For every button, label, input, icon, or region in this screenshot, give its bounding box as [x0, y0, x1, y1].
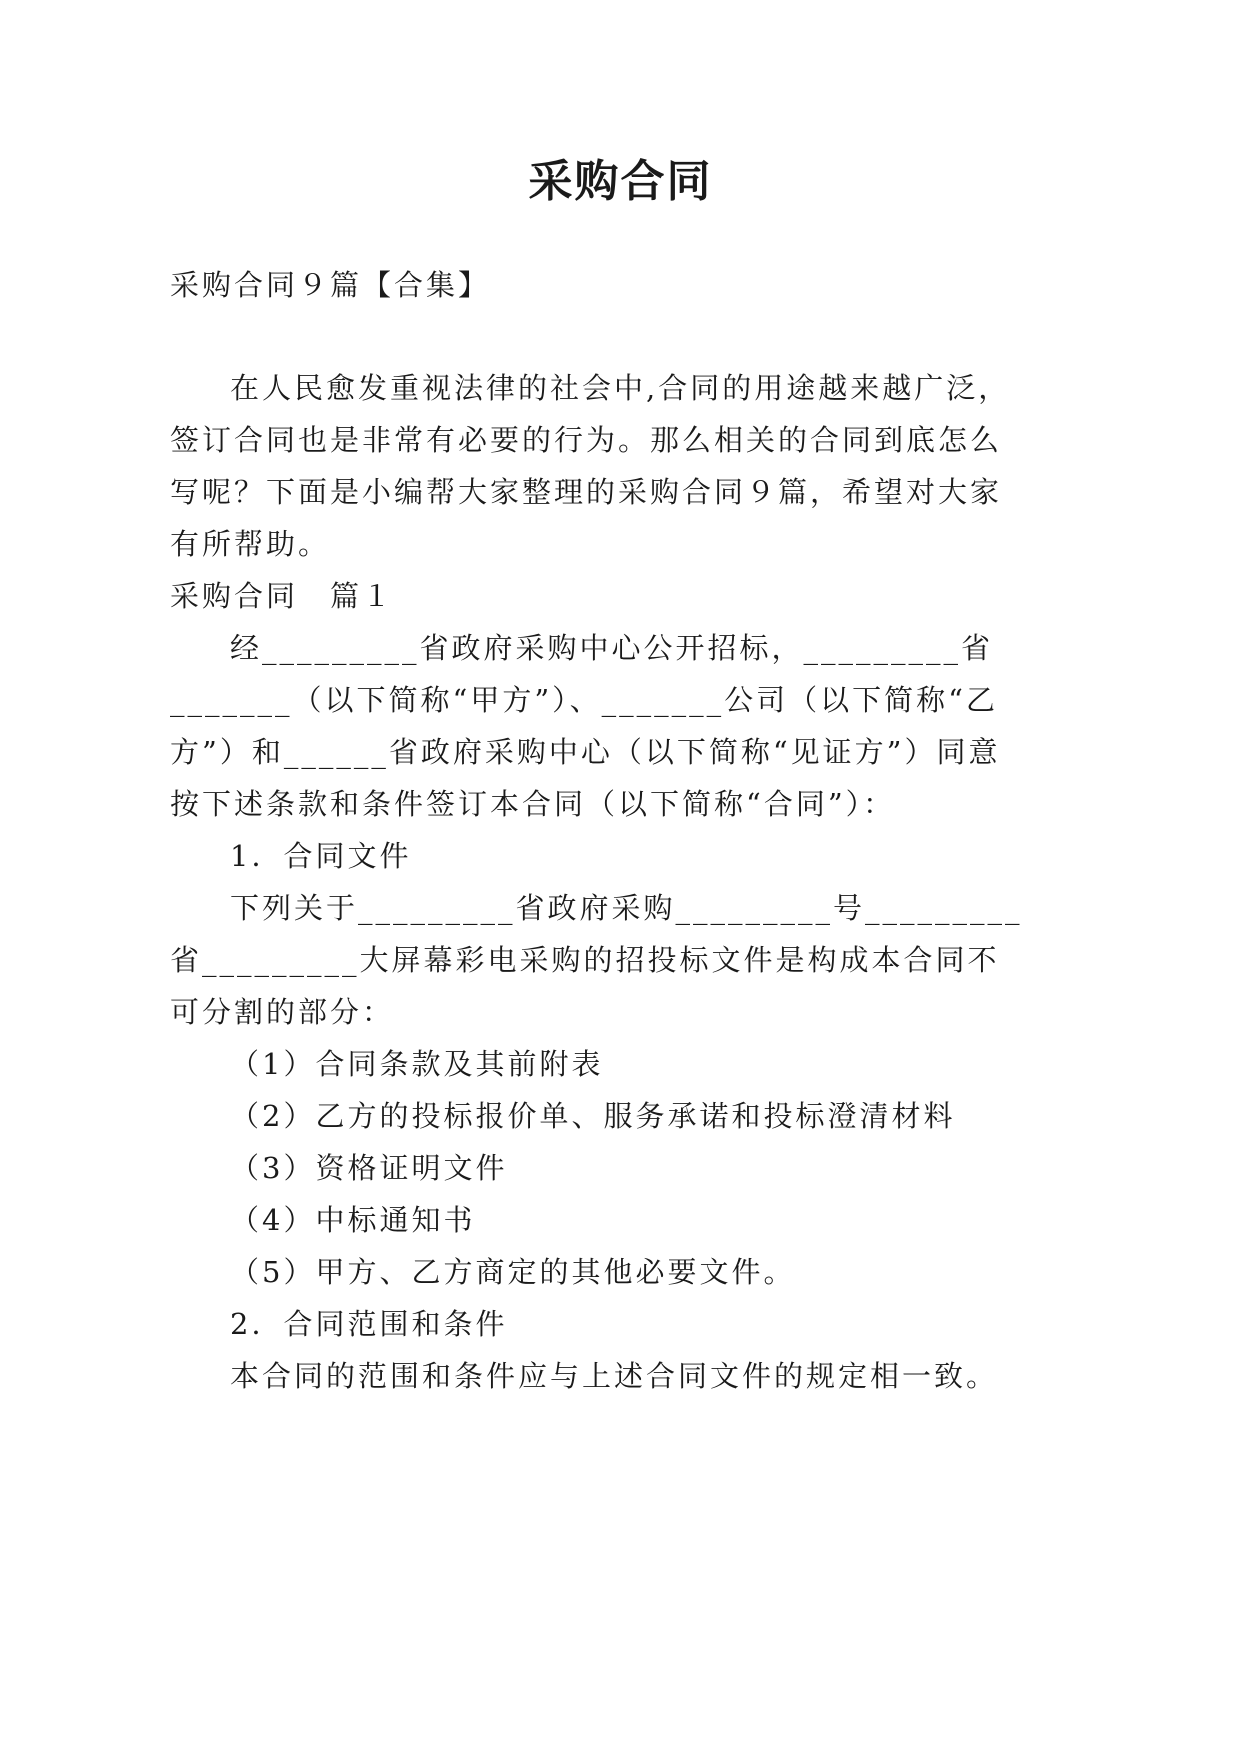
list-item: （1）合同条款及其前附表	[230, 1047, 604, 1081]
document-subtitle: 采购合同９篇【合集】	[170, 268, 491, 302]
paragraph-line: 省_________大屏幕彩电采购的招投标文件是构成本合同不	[170, 943, 1000, 977]
list-item: （5）甲方、乙方商定的其他必要文件。	[230, 1255, 796, 1289]
intro-line: 写呢？下面是小编帮大家整理的采购合同９篇，希望对大家	[170, 475, 1003, 509]
intro-line: 在人民愈发重视法律的社会中,合同的用途越来越广泛，	[230, 371, 1011, 405]
paragraph-line: 下列关于_________省政府采购_________号_________	[230, 891, 1023, 925]
clause-text: 本合同的范围和条件应与上述合同文件的规定相一致。	[230, 1359, 999, 1393]
section-heading: 采购合同 篇１	[170, 579, 395, 613]
list-item: （3）资格证明文件	[230, 1151, 508, 1185]
intro-line: 有所帮助。	[170, 527, 331, 561]
clause-heading: 1．合同文件	[230, 839, 412, 873]
paragraph-line: 按下述条款和条件签订本合同（以下简称“合同”）：	[170, 787, 896, 821]
clause-heading: 2．合同范围和条件	[230, 1307, 508, 1341]
list-item: （2）乙方的投标报价单、服务承诺和投标澄清材料	[230, 1099, 956, 1133]
paragraph-line: 可分割的部分：	[170, 995, 395, 1029]
intro-line: 签订合同也是非常有必要的行为。那么相关的合同到底怎么	[170, 423, 1003, 457]
paragraph-line: _______（以下简称“甲方”）、_______公司（以下简称“乙	[170, 683, 998, 717]
list-item: （4）中标通知书	[230, 1203, 476, 1237]
document-title: 采购合同	[528, 156, 713, 207]
paragraph-line: 方”）和______省政府采购中心（以下简称“见证方”）同意	[170, 735, 1001, 769]
paragraph-line: 经_________省政府采购中心公开招标，_________省	[230, 631, 994, 665]
